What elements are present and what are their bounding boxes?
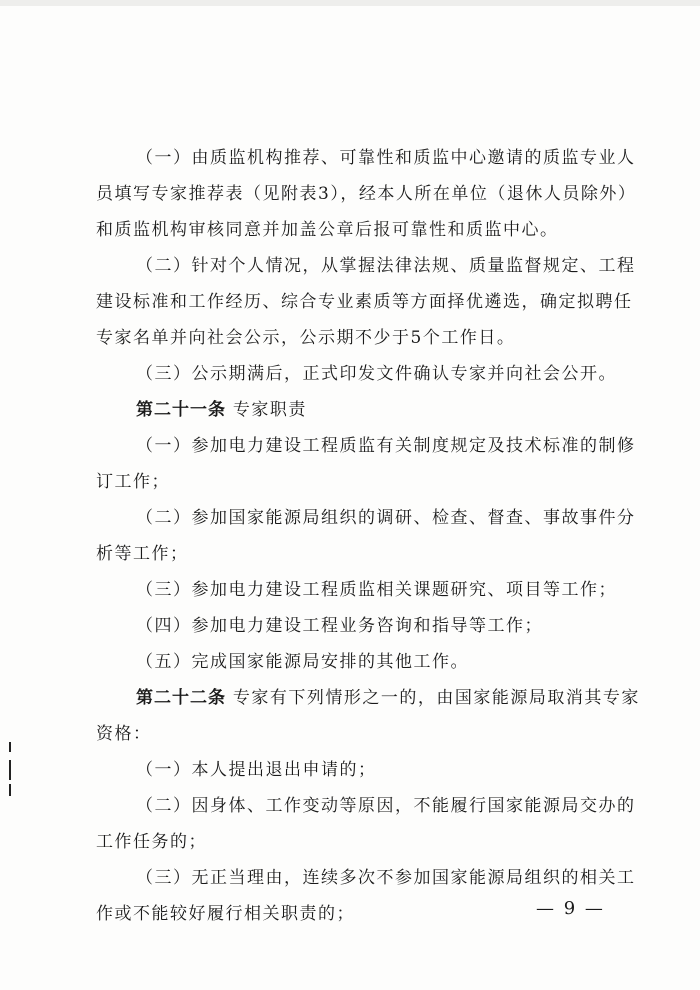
article-22-item-1: （一）本人提出退出申请的； xyxy=(136,760,377,780)
binding-mark xyxy=(9,784,11,796)
paragraph-3-line-1: （三）公示期满后，正式印发文件确认专家并向社会公开。 xyxy=(136,364,617,384)
article-22-first-line: 专家有下列情形之一的，由国家能源局取消其专家 xyxy=(232,688,640,708)
binding-mark xyxy=(9,742,11,752)
article-22-item-3-line-1: （三）无正当理由，连续多次不参加国家能源局组织的相关工 xyxy=(136,868,636,888)
article-21-item-5: （五）完成国家能源局安排的其他工作。 xyxy=(136,652,469,672)
article-22-item-2-line-2: 工作任务的； xyxy=(96,832,207,852)
article-22-item-3-line-2: 作或不能较好履行相关职责的； xyxy=(96,904,355,924)
article-22-title: 第二十二条 xyxy=(136,688,226,708)
article-21-item-2-line-1: （二）参加国家能源局组织的调研、检查、督查、事故事件分 xyxy=(136,508,636,528)
article-21-item-4: （四）参加电力建设工程业务咨询和指导等工作； xyxy=(136,616,543,636)
article-21-subtitle: 专家职责 xyxy=(232,400,307,420)
scan-edge xyxy=(0,0,700,6)
paragraph-1-line-3: 和质监机构审核同意并加盖公章后报可靠性和质监中心。 xyxy=(96,220,559,240)
paragraph-1-line-2: 员填写专家推荐表（见附表3），经本人所在单位（退休人员除外） xyxy=(96,184,637,204)
paragraph-2-line-2: 建设标准和工作经历、综合专业素质等方面择优遴选，确定拟聘任 xyxy=(96,292,633,312)
article-21-item-1-line-2: 订工作； xyxy=(96,472,170,492)
paragraph-1-line-1: （一）由质监机构推荐、可靠性和质监中心邀请的质监专业人 xyxy=(136,148,636,168)
article-22-heading xyxy=(136,686,640,710)
article-21-item-3: （三）参加电力建设工程质监相关课题研究、项目等工作； xyxy=(136,580,617,600)
article-21-item-1-line-1: （一）参加电力建设工程质监有关制度规定及技术标准的制修 xyxy=(136,436,636,456)
article-22-continuation: 资格： xyxy=(96,724,152,744)
paragraph-2-line-1: （二）针对个人情况，从掌握法律法规、质量监督规定、工程 xyxy=(136,256,636,276)
article-21-heading xyxy=(136,398,307,422)
paragraph-2-line-3: 专家名单并向社会公示，公示期不少于5个工作日。 xyxy=(96,328,516,348)
article-22-item-2-line-1: （二）因身体、工作变动等原因，不能履行国家能源局交办的 xyxy=(136,796,636,816)
binding-mark xyxy=(9,760,11,780)
article-21-item-2-line-2: 析等工作； xyxy=(96,544,189,564)
article-21-title: 第二十一条 xyxy=(136,400,226,420)
page-number: — 9 — xyxy=(536,898,605,919)
